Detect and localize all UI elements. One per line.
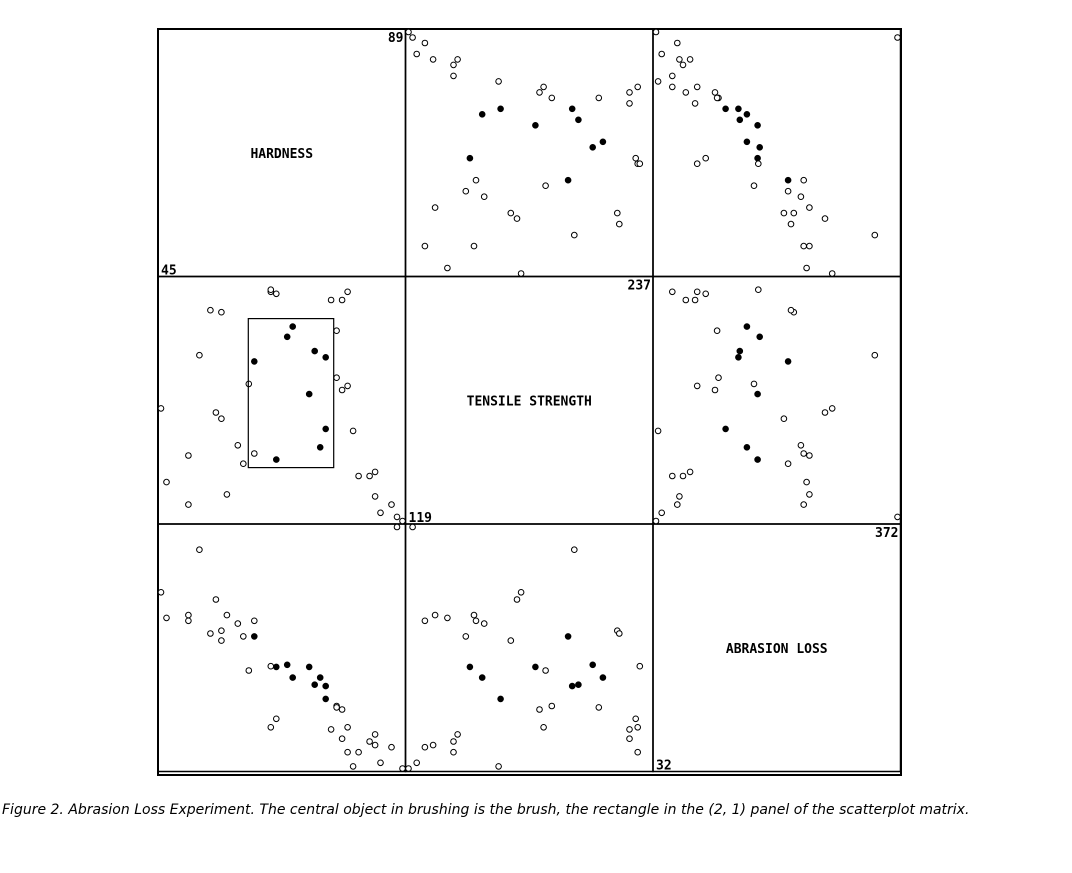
point-1-2-37 xyxy=(572,232,578,238)
point-3-1-15 xyxy=(328,727,334,733)
point-2-3-40 xyxy=(804,479,810,485)
point-3-1-6 xyxy=(367,739,373,745)
point-1-3-0 xyxy=(653,29,659,35)
point-2-3-8 xyxy=(655,428,661,434)
point-3-1-39 xyxy=(186,618,192,624)
point-2-1-37 xyxy=(197,352,203,358)
point-1-3-34 xyxy=(781,210,787,216)
point-2-1-31 xyxy=(235,443,241,449)
point-3-2-37 xyxy=(572,547,578,553)
point-1-2-9 xyxy=(541,84,547,90)
point-3-1-28 xyxy=(252,634,258,640)
point-1-2-34 xyxy=(508,210,514,216)
point-2-3-5 xyxy=(687,469,693,475)
point-1-2-7 xyxy=(451,73,457,79)
point-1-2-32 xyxy=(432,205,438,211)
point-3-2-35 xyxy=(514,597,520,603)
point-1-2-40 xyxy=(445,265,451,271)
point-1-2-10 xyxy=(635,84,641,90)
point-2-1-36 xyxy=(208,307,214,313)
point-3-1-9 xyxy=(345,725,351,731)
point-2-1-11 xyxy=(339,387,345,393)
point-1-3-36 xyxy=(788,221,794,227)
point-2-1-19 xyxy=(312,348,318,354)
point-1-3-8 xyxy=(655,79,661,85)
point-1-2-27 xyxy=(473,177,479,183)
point-3-2-22 xyxy=(590,662,596,668)
point-2-1-20 xyxy=(306,391,312,397)
point-1-3-33 xyxy=(791,210,797,216)
point-1-3-10 xyxy=(670,84,676,90)
point-3-2-31 xyxy=(481,621,487,627)
point-2-1-10 xyxy=(345,289,351,295)
point-1-2-5 xyxy=(455,57,461,63)
point-1-3-35 xyxy=(822,216,828,222)
point-1-2-12 xyxy=(627,90,633,96)
point-3-2-17 xyxy=(569,683,575,689)
point-2-1-30 xyxy=(241,461,247,467)
point-1-3-16 xyxy=(723,106,729,112)
point-1-3-40 xyxy=(804,265,810,271)
point-3-2-14 xyxy=(596,705,602,711)
point-2-3-11 xyxy=(712,387,718,393)
point-3-2-29 xyxy=(543,668,549,674)
point-2-1-22 xyxy=(284,334,290,340)
point-2-3-39 xyxy=(801,502,807,508)
point-2-3-22 xyxy=(757,334,763,340)
point-3-1-34 xyxy=(219,638,225,644)
point-2-3-0 xyxy=(653,518,659,524)
point-1-2-17 xyxy=(569,106,575,112)
point-2-1-16 xyxy=(323,426,329,432)
point-1-3-29 xyxy=(751,183,757,189)
point-2-3-2 xyxy=(675,502,681,508)
point-1-2-39 xyxy=(422,243,428,249)
point-3-2-21 xyxy=(600,675,606,681)
range-min-label-abrasion-loss: 32 xyxy=(656,758,672,774)
point-2-3-27 xyxy=(801,451,807,457)
point-3-1-23 xyxy=(274,664,280,670)
point-2-1-35 xyxy=(213,410,219,416)
point-1-2-14 xyxy=(596,95,602,101)
point-1-2-41 xyxy=(518,271,524,277)
point-2-1-7 xyxy=(356,473,362,479)
point-1-2-26 xyxy=(637,161,643,167)
point-1-3-32 xyxy=(807,205,813,211)
point-3-2-9 xyxy=(541,725,547,731)
point-1-2-28 xyxy=(565,177,571,183)
point-2-1-41 xyxy=(158,406,164,412)
point-1-3-25 xyxy=(694,161,700,167)
point-2-1-27 xyxy=(252,451,258,457)
point-1-3-17 xyxy=(736,106,742,112)
point-2-3-29 xyxy=(751,381,757,387)
point-1-3-39 xyxy=(801,243,807,249)
point-3-2-3 xyxy=(414,760,420,766)
point-3-2-40 xyxy=(445,615,451,621)
point-2-3-19 xyxy=(737,348,743,354)
point-3-2-16 xyxy=(498,696,504,702)
point-2-1-14 xyxy=(334,328,340,334)
panel-2-1 xyxy=(158,277,406,525)
point-2-3-20 xyxy=(755,391,761,397)
point-3-1-8 xyxy=(350,764,356,770)
variable-labels xyxy=(161,31,899,774)
point-3-2-36 xyxy=(617,631,623,637)
point-1-3-27 xyxy=(801,177,807,183)
point-2-3-17 xyxy=(736,355,742,361)
point-3-1-26 xyxy=(268,663,274,669)
point-2-3-34 xyxy=(781,416,787,422)
point-2-3-30 xyxy=(785,461,791,467)
point-2-3-26 xyxy=(756,287,762,293)
point-3-2-6 xyxy=(451,739,457,745)
point-3-1-31 xyxy=(235,621,241,627)
point-1-3-1 xyxy=(895,35,901,41)
point-2-3-25 xyxy=(694,289,700,295)
point-3-2-13 xyxy=(549,703,555,709)
point-1-3-24 xyxy=(703,155,709,161)
point-2-1-8 xyxy=(350,428,356,434)
point-1-2-21 xyxy=(600,139,606,145)
point-1-3-11 xyxy=(712,90,718,96)
point-1-3-5 xyxy=(687,57,693,63)
point-3-2-24 xyxy=(633,716,639,722)
point-2-1-17 xyxy=(323,355,329,361)
variable-label-tensile-strength: TENSILE STRENGTH xyxy=(466,394,592,410)
point-3-2-32 xyxy=(432,612,438,618)
point-2-3-24 xyxy=(703,291,709,297)
point-2-3-13 xyxy=(716,375,722,381)
point-1-3-6 xyxy=(680,62,686,68)
point-1-2-1 xyxy=(410,35,416,41)
point-3-2-7 xyxy=(451,749,457,755)
range-min-label-hardness: 45 xyxy=(161,263,177,279)
point-2-1-13 xyxy=(334,375,340,381)
point-1-2-16 xyxy=(498,106,504,112)
point-2-1-12 xyxy=(339,297,345,303)
point-2-3-14 xyxy=(714,328,720,334)
point-3-1-22 xyxy=(284,662,290,668)
panel-1-2 xyxy=(406,29,654,277)
point-3-2-0 xyxy=(406,766,412,772)
point-3-1-11 xyxy=(339,707,345,713)
point-2-1-6 xyxy=(367,473,373,479)
point-3-1-40 xyxy=(164,615,170,621)
range-max-label-hardness: 89 xyxy=(387,31,404,46)
point-3-1-38 xyxy=(186,612,192,618)
point-3-2-41 xyxy=(518,590,524,596)
point-1-3-26 xyxy=(756,161,762,167)
point-2-3-10 xyxy=(670,289,676,295)
point-3-1-12 xyxy=(339,736,345,742)
point-1-3-21 xyxy=(744,139,750,145)
point-2-3-9 xyxy=(694,383,700,389)
point-2-1-5 xyxy=(372,469,378,475)
point-2-3-31 xyxy=(798,443,804,449)
point-2-3-36 xyxy=(788,307,794,313)
point-1-3-18 xyxy=(744,112,750,118)
variable-label-hardness: HARDNESS xyxy=(250,146,314,162)
panel-3-1 xyxy=(158,524,406,772)
point-1-2-29 xyxy=(543,183,549,189)
point-1-3-9 xyxy=(694,84,700,90)
point-3-2-27 xyxy=(473,618,479,624)
point-1-2-24 xyxy=(633,155,639,161)
point-3-2-18 xyxy=(479,675,485,681)
point-3-1-16 xyxy=(323,696,329,702)
point-3-1-33 xyxy=(219,628,225,634)
point-2-1-0 xyxy=(400,518,406,524)
point-1-3-19 xyxy=(737,117,743,123)
point-3-2-39 xyxy=(422,618,428,624)
point-3-2-23 xyxy=(467,664,473,670)
point-3-1-21 xyxy=(290,675,296,681)
range-min-label-tensile-strength: 119 xyxy=(408,511,432,526)
point-2-3-6 xyxy=(680,473,686,479)
point-2-1-2 xyxy=(389,502,395,508)
point-2-3-32 xyxy=(807,492,813,498)
point-1-2-3 xyxy=(414,51,420,57)
point-1-3-38 xyxy=(807,243,813,249)
point-3-2-38 xyxy=(471,612,477,618)
point-1-3-37 xyxy=(872,232,878,238)
point-1-2-22 xyxy=(590,145,596,151)
point-1-3-7 xyxy=(670,73,676,79)
point-2-1-33 xyxy=(219,309,225,315)
point-2-3-28 xyxy=(785,359,791,365)
point-3-2-26 xyxy=(637,663,643,669)
point-3-2-28 xyxy=(565,634,571,640)
point-1-3-41 xyxy=(829,271,835,277)
point-3-1-41 xyxy=(158,590,164,596)
point-3-1-19 xyxy=(312,682,318,688)
point-3-2-20 xyxy=(533,664,539,670)
point-1-2-18 xyxy=(479,112,485,118)
point-3-1-7 xyxy=(356,749,362,755)
point-1-2-2 xyxy=(422,40,428,46)
point-1-2-19 xyxy=(576,117,582,123)
point-1-2-4 xyxy=(430,57,436,63)
point-2-3-7 xyxy=(670,473,676,479)
point-1-2-20 xyxy=(533,123,539,129)
point-2-3-1 xyxy=(895,514,901,520)
point-2-1-39 xyxy=(186,502,192,508)
panel-2-3 xyxy=(653,277,901,525)
point-1-2-30 xyxy=(463,188,469,194)
point-1-2-11 xyxy=(537,90,543,96)
point-3-2-4 xyxy=(430,742,436,748)
point-3-1-14 xyxy=(334,705,340,711)
point-3-1-36 xyxy=(208,631,214,637)
point-3-2-25 xyxy=(635,725,641,731)
point-3-1-24 xyxy=(274,716,280,722)
point-3-1-4 xyxy=(372,742,378,748)
point-3-1-3 xyxy=(378,760,384,766)
point-3-2-12 xyxy=(627,736,633,742)
point-2-1-9 xyxy=(345,383,351,389)
point-1-2-31 xyxy=(481,194,487,200)
point-1-3-3 xyxy=(659,51,665,57)
point-3-2-30 xyxy=(463,634,469,640)
point-3-1-32 xyxy=(224,612,230,618)
point-1-3-12 xyxy=(683,90,689,96)
point-1-2-15 xyxy=(627,101,633,107)
point-2-3-18 xyxy=(744,445,750,451)
point-1-2-33 xyxy=(615,210,621,216)
point-2-3-35 xyxy=(822,410,828,416)
point-2-3-12 xyxy=(683,297,689,303)
point-2-1-26 xyxy=(268,287,274,293)
point-1-3-20 xyxy=(755,123,761,129)
point-3-2-19 xyxy=(576,682,582,688)
point-2-3-4 xyxy=(677,494,683,500)
point-3-2-34 xyxy=(508,638,514,644)
point-3-1-1 xyxy=(394,524,400,530)
point-2-1-3 xyxy=(378,510,384,516)
point-1-3-31 xyxy=(798,194,804,200)
point-2-1-28 xyxy=(252,359,258,365)
point-2-1-1 xyxy=(394,514,400,520)
point-1-3-30 xyxy=(785,188,791,194)
point-2-3-21 xyxy=(744,324,750,330)
point-3-1-18 xyxy=(317,675,323,681)
point-3-1-30 xyxy=(241,634,247,640)
point-2-1-32 xyxy=(224,492,230,498)
point-1-3-15 xyxy=(692,101,698,107)
point-2-3-37 xyxy=(872,352,878,358)
point-2-3-23 xyxy=(755,457,761,463)
point-3-1-0 xyxy=(400,766,406,772)
point-1-3-2 xyxy=(675,40,681,46)
point-2-1-4 xyxy=(372,494,378,500)
point-2-3-15 xyxy=(692,297,698,303)
point-2-1-18 xyxy=(317,445,323,451)
point-2-1-15 xyxy=(328,297,334,303)
point-2-1-34 xyxy=(219,416,225,422)
point-3-1-35 xyxy=(213,597,219,603)
point-2-3-38 xyxy=(807,453,813,459)
point-1-2-23 xyxy=(467,155,473,161)
panel-3-2 xyxy=(406,524,654,772)
point-1-2-36 xyxy=(617,221,623,227)
point-3-2-5 xyxy=(455,732,461,738)
point-3-1-10 xyxy=(345,749,351,755)
point-2-3-3 xyxy=(659,510,665,516)
range-max-label-tensile-strength: 237 xyxy=(627,278,651,294)
point-2-3-16 xyxy=(723,426,729,432)
point-1-3-4 xyxy=(677,57,683,63)
point-3-2-11 xyxy=(537,707,543,713)
point-3-1-2 xyxy=(389,744,395,750)
panel-1-3 xyxy=(653,29,901,277)
point-2-1-21 xyxy=(290,324,296,330)
point-1-3-28 xyxy=(785,177,791,183)
point-3-2-15 xyxy=(627,727,633,733)
point-3-2-8 xyxy=(496,764,502,770)
point-1-2-38 xyxy=(471,243,477,249)
point-1-3-14 xyxy=(714,95,720,101)
point-1-2-6 xyxy=(451,62,457,68)
point-3-1-25 xyxy=(268,725,274,731)
point-3-2-10 xyxy=(635,749,641,755)
point-3-1-27 xyxy=(252,618,258,624)
point-3-1-5 xyxy=(372,732,378,738)
point-3-2-2 xyxy=(422,744,428,750)
point-2-1-38 xyxy=(186,453,192,459)
point-3-1-37 xyxy=(197,547,203,553)
point-3-1-17 xyxy=(323,683,329,689)
point-1-2-8 xyxy=(496,79,502,85)
point-3-1-20 xyxy=(306,664,312,670)
point-3-1-29 xyxy=(246,668,252,674)
point-1-2-0 xyxy=(406,29,412,35)
range-max-label-abrasion-loss: 372 xyxy=(875,526,899,541)
point-1-3-23 xyxy=(755,155,761,161)
point-2-3-41 xyxy=(829,406,835,412)
variable-label-abrasion-loss: ABRASION LOSS xyxy=(725,641,828,657)
point-2-1-23 xyxy=(274,457,280,463)
figure-caption: Figure 2. Abrasion Loss Experiment. The central object in brushing is the brush, the rectangle in the (2, 1) panel of the scatterplot matrix. xyxy=(2,802,970,818)
point-1-2-13 xyxy=(549,95,555,101)
point-2-1-24 xyxy=(274,291,280,297)
point-1-2-35 xyxy=(514,216,520,222)
point-2-1-40 xyxy=(164,479,170,485)
point-1-3-22 xyxy=(757,145,763,151)
